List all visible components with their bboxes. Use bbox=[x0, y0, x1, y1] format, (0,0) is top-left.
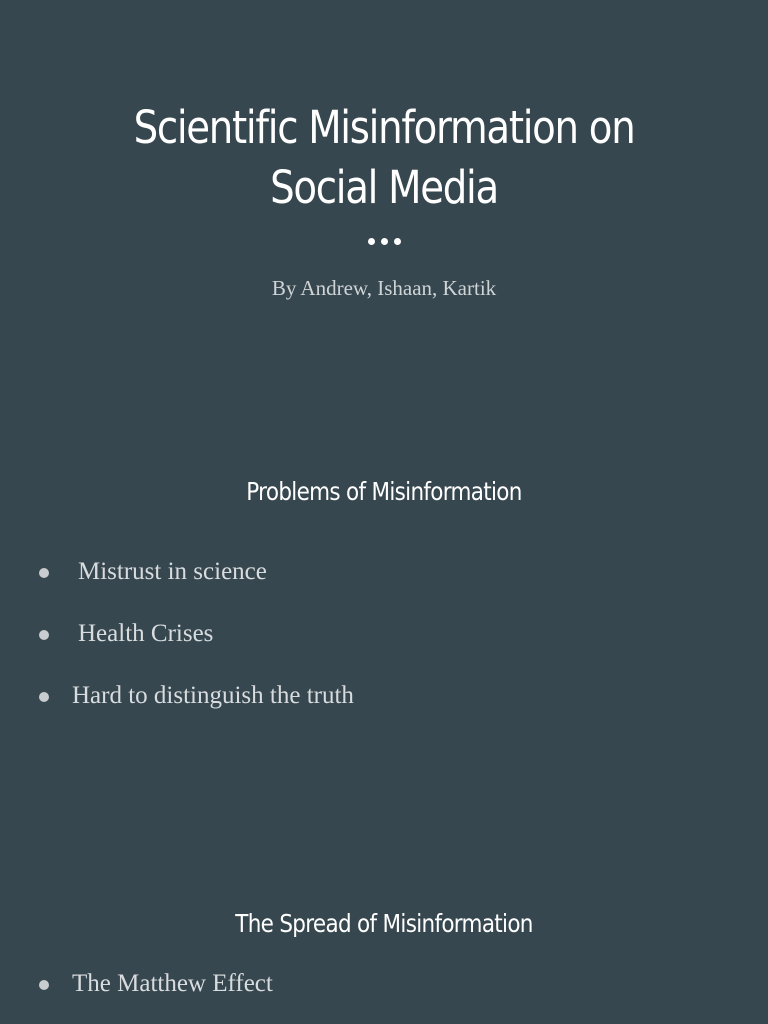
list-item bbox=[0, 620, 768, 682]
divider-dot bbox=[394, 238, 401, 245]
problems-bullet-list bbox=[0, 558, 768, 744]
slide-title-line-2: Social Media bbox=[270, 161, 498, 214]
title-divider-dots bbox=[0, 238, 768, 245]
slide-title-line-1: Scientific Misinformation on bbox=[133, 101, 635, 154]
bullet-icon bbox=[39, 980, 49, 990]
list-item bbox=[0, 682, 768, 744]
section-heading-spread: The Spread of Misinformation bbox=[235, 909, 533, 938]
bullet-text: The Matthew Effect bbox=[72, 970, 273, 997]
bullet-icon bbox=[39, 630, 49, 640]
list-item bbox=[0, 558, 768, 620]
divider-dot bbox=[368, 238, 375, 245]
section-heading-problems: Problems of Misinformation bbox=[246, 477, 522, 506]
slide-title bbox=[54, 98, 714, 218]
divider-dot bbox=[381, 238, 388, 245]
slide-subtitle: By Andrew, Ishaan, Kartik bbox=[271, 276, 497, 300]
spread-bullet-list bbox=[0, 970, 768, 1024]
bullet-text: Health Crises bbox=[78, 620, 214, 647]
bullet-text: Mistrust in science bbox=[78, 558, 267, 585]
bullet-text: Hard to distinguish the truth bbox=[72, 682, 354, 709]
list-item bbox=[0, 970, 768, 1024]
bullet-icon bbox=[39, 568, 49, 578]
bullet-icon bbox=[39, 692, 49, 702]
